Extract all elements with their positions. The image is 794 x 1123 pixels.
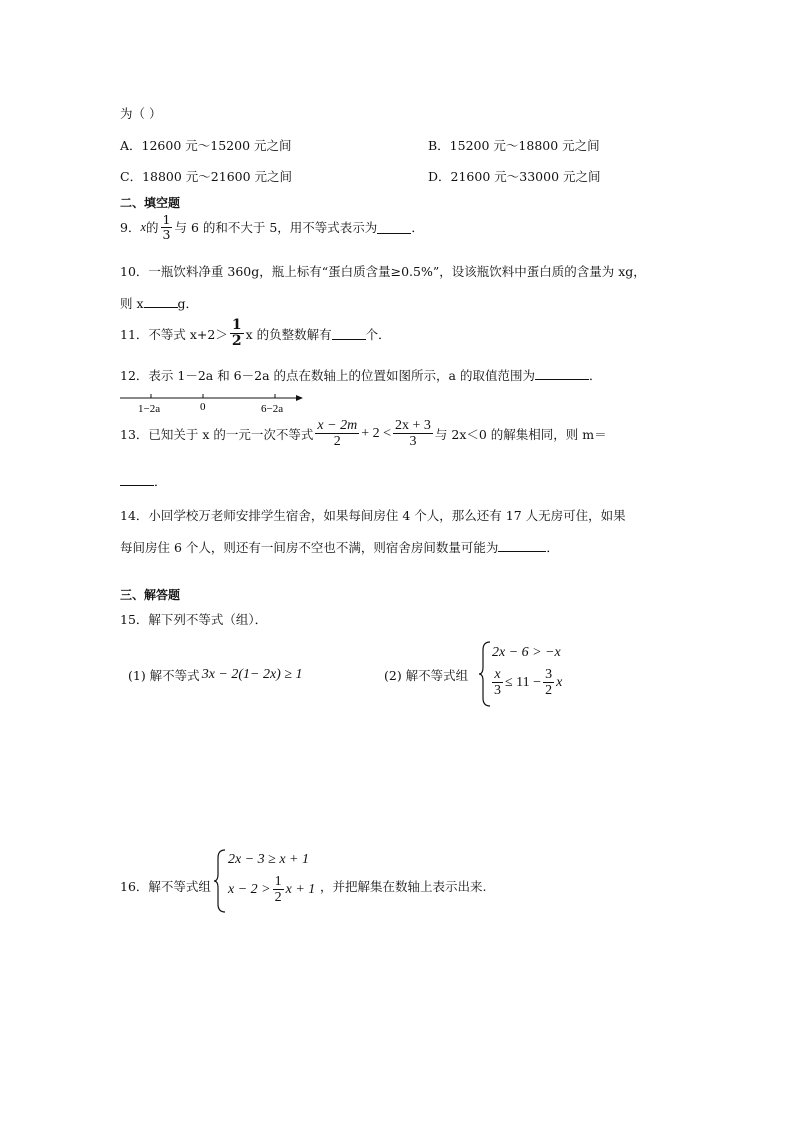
q9-text-2: 与 6 的和不大于 5，用不等式表示为: [174, 220, 378, 236]
q10-answer-blank[interactable]: [144, 295, 178, 308]
q11-frac-num: 1: [231, 317, 242, 333]
q15-p2-frac-32: [543, 667, 554, 699]
q16-row2-a: x − 2 >: [228, 881, 271, 897]
q9-var-x: x: [140, 219, 147, 234]
q11-answer-blank[interactable]: [332, 327, 366, 340]
q8-continuation: 为（ ）: [120, 106, 162, 121]
q8-option-d: D．21600 元～33000 元之间: [428, 169, 601, 184]
q15-p2-frac-x3-den: 3: [494, 683, 501, 699]
q15-p2-label: (2) 解不等式组: [384, 668, 469, 683]
q15-p2-leq: ≤ 11 −: [505, 674, 542, 690]
q13-text-b: 与 2x＜0 的解集相同，则 m＝: [434, 426, 607, 442]
question-13: [120, 418, 607, 450]
q9-fraction: [161, 213, 173, 242]
number-line-arrow: [296, 395, 303, 401]
q12-end: ．: [588, 368, 602, 383]
q16-brace: [213, 848, 227, 914]
q16-label: 16．解不等式组: [120, 879, 211, 894]
q10-then-x: 则 x: [120, 296, 144, 311]
q15-p2-row-1: 2x − 6 > −x: [492, 645, 561, 660]
q15-title: 15．解下列不等式（组）．: [120, 612, 268, 627]
section-heading-fill-in: 二、填空题: [120, 196, 181, 210]
q15-p2-x: x: [556, 674, 563, 690]
q9-frac-den: 3: [162, 226, 171, 242]
q13-line-2: [120, 472, 167, 490]
q15-p2-frac-32-den: 2: [545, 683, 553, 699]
q12-answer-blank[interactable]: [535, 367, 589, 380]
label-6-2a: 6−2a: [261, 403, 284, 415]
q9-frac-num: 1: [162, 212, 171, 227]
q11-text-a: 11．不等式 x+2＞: [120, 326, 228, 342]
q16-row2-b: x + 1: [285, 881, 316, 897]
q9-text-1: 的: [146, 220, 159, 236]
q9-number: 9．: [120, 220, 141, 236]
question-9: [120, 213, 424, 242]
q15-p2-frac-32-num: 3: [545, 667, 553, 682]
q13-fraction-1: [315, 418, 359, 450]
q13-mid: + 2 <: [361, 425, 391, 441]
section-heading-solve: 三、解答题: [120, 588, 181, 602]
q15-p2-frac-x3-num: x: [494, 667, 501, 682]
q13-answer-blank[interactable]: [120, 473, 154, 486]
q13-f1-den: 2: [333, 434, 341, 450]
q15-p1-expression: 3x − 2(1− 2x) ≥ 1: [201, 667, 303, 682]
q14-line-2: [120, 538, 559, 556]
q10-unit: g．: [177, 296, 199, 311]
q15-part-1: [128, 666, 303, 684]
q9-answer-blank[interactable]: [377, 221, 411, 234]
q13-text-a: 13．已知关于 x 的一元一次不等式: [120, 426, 314, 442]
q15-p2-row-2: [490, 667, 562, 699]
q14-answer-blank[interactable]: [498, 539, 546, 552]
q10-line-2: [120, 294, 198, 312]
q15-p2-frac-x3: [492, 667, 503, 699]
q16-row2-fraction: [273, 874, 284, 906]
q12-number-line: [118, 390, 308, 418]
q13-f2-den: 3: [409, 434, 417, 450]
q15-p1-label: (1) 解不等式: [128, 668, 200, 683]
q16-frac-num: 1: [274, 874, 282, 889]
q11-frac-den: 2: [231, 333, 242, 350]
q14-text: 每间房住 6 个人，则还有一间房不空也不满，则宿舍房间数量可能为: [120, 540, 499, 555]
q10-line-1: 10．一瓶饮料净重 360g，瓶上标有“蛋白质含量≥0.5%”，设该瓶饮料中蛋白质的含量为 xg，: [120, 264, 646, 279]
q11-text-b: x 的负整数解有: [245, 326, 332, 342]
q12-text: 12．表示 1－2a 和 6－2a 的点在数轴上的位置如图所示，a 的取值范围为: [120, 368, 535, 383]
q13-f1-num: x − 2m: [317, 418, 358, 433]
q16-frac-den: 2: [274, 890, 282, 906]
q11-fraction: [230, 318, 244, 350]
question-12: [120, 366, 601, 384]
q13-end: ．: [154, 474, 167, 489]
q14-end: ．: [546, 540, 559, 555]
q13-fraction-2: [393, 418, 433, 450]
q16-after: ，并把解集在数轴上表示出来.: [320, 879, 487, 894]
question-11: [120, 318, 391, 350]
q14-line-1: 14．小回学校万老师安排学生宿舍，如果每间房住 4 个人，那么还有 17 人无房可住，如果: [120, 508, 626, 523]
q9-end: ．: [411, 220, 424, 236]
q8-option-a: A．12600 元～15200 元之间: [120, 138, 292, 153]
label-1-2a: 1−2a: [138, 403, 161, 415]
label-0: 0: [200, 401, 206, 413]
q8-option-c: C．18800 元～21600 元之间: [120, 169, 293, 184]
q8-option-b: B．15200 元～18800 元之间: [428, 138, 600, 153]
q11-text-c: 个．: [365, 326, 391, 342]
q16-row-1: 2x − 3 ≥ x + 1: [228, 852, 310, 867]
q13-f2-num: 2x + 3: [394, 418, 431, 433]
q16-row-2: [228, 874, 315, 906]
